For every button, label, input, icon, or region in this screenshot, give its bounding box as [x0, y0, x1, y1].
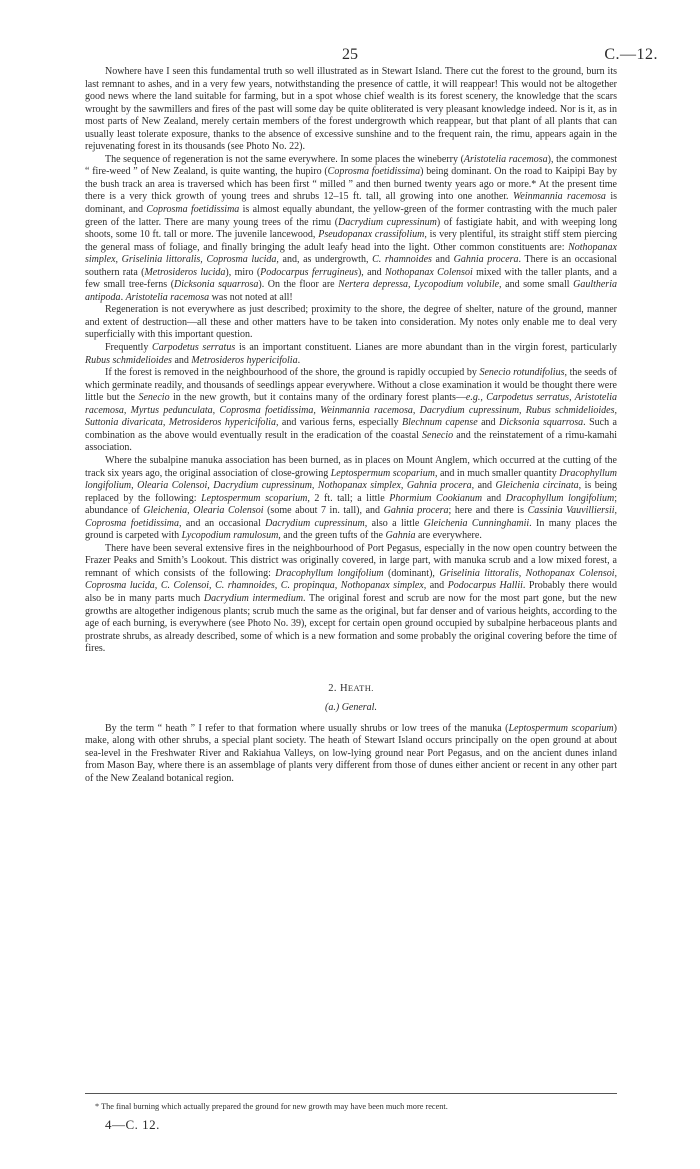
footnote-rule: [85, 1093, 617, 1094]
paragraph-subalpine-manuka: Where the subalpine manuka association has been burned, as in places on Mount Anglem, which occurred at the cutting of the track six years ago, the original association of close-growing Leptospermum scoparium, and in much smaller quantity Dracophyllum longifolium, Olearia Colensoi, Dacrydium cupressinum, Nothopanax simplex, Gahnia procera, and Gleichenia circinata, is being replaced by the following: Leptospermum scoparium, 2 ft. tall; a little Phormium Cookianum and Dracophyllum longifolium; abundance of Gleichenia, Olearia Colensoi (some about 7 in. tall), and Gahnia procera; here and there is Cassinia Vauvilliersii, Coprosma foetidissima, and an occasional Dacrydium cupressinum, also a little Gleichenia Cunninghamii. In many places the ground is carpeted with Lycopodium ramulosum, and the green tufts of the Gahnia are everywhere.: [85, 454, 618, 542]
section-number: 2.: [328, 682, 337, 694]
paragraph-heath-definition: By the term “ heath ” I refer to that formation where usually shrubs or low trees of the manuka (Leptospermum scoparium) make, along with other shrubs, a special plant society. The heath of Stewart Island occurs principally on the open ground at about sea-level in the Freshwater River and Rakiahua Valleys, on low-lying ground near Port Pegasus, and on the ancient dunes inland from Mason Bay, where there is an assemblage of plants very different from those of dunes either ancient or recent in any other part of the New Zealand botanical region.: [85, 722, 617, 784]
paragraph-carpodetus: Frequently Carpodetus serratus is an important constituent. Lianes are more abundant than in the virgin forest, particularly Rubus schmidelioides and Metrosideros hypericifolia.: [85, 342, 617, 366]
paragraph-shore-forest-removed: If the forest is removed in the neighbourhood of the shore, the ground is rapidly occupied by Senecio rotundifolius, the seeds of which germinate readily, and thousands of seedlings appear everywhere. Without a close examination it would be thought there were little but the Senecio in the new growth, but it contains many of the ordinary forest plants—e.g., Carpodetus serratus, Aristotelia racemosa, Myrtus pedunculata, Coprosma foetidissima, Weinmannia racemosa, Dacrydium cupressinum, Rubus schmidelioides, Suttonia divaricata, Metrosideros hypericifolia, and various ferns, especially Blechnum capense and Dicksonia squarrosa. Such a combination as the above would eventually result in the eradication of the coastal Senecio and the reinstatement of a rimu-kamahi association.: [85, 367, 618, 454]
paragraph-port-pegasus-fires: There have been several extensive fires in the neighbourhood of Port Pegasus, especially in the now open country between the Frazer Peaks and Smith’s Lookout. This district was originally covered, in large part, with manuka scrub and a low mixed forest, a remnant of which consists of the following: Dracophyllum longifolium (dominant), Griselinia littoralis, Nothopanax Colensoi, Coprosma lucida, C. Colensoi, C. rhamnoides, C. propinqua, Nothopanax simplex, and Podocarpus Hallii. Probably there would also be in many parts much Dacrydium intermedium. The original forest and scrub are now for the most part gone, but the new growths are altogether indigenous plants; scrub much the same as the original, but far denser and of various heights, according to the age of each burning, is everywhere (see Photo No. 39), except for certain open ground occupied by subalpine herbaceous plants and prostrate shrubs, as already described, some of which is a new formation and some probably the original covering before the time of fires.: [85, 542, 618, 655]
section-subheading: (a.) General.: [325, 701, 377, 713]
paragraph-regeneration-truth: Nowhere have I seen this fundamental truth so well illustrated as in Stewart Island. There cut the forest to the ground, burn its last remnant to ashes, and in a very few years, notwithstanding the presence of cattle, it will reappear! This would not be altogether good news where the land suitable for farming, but in a spot whose chief wealth is its forest scenery, the knowledge that the scars wrought by the sawmillers and fires of the past will some day be quite obliterated is very pleasant knowledge indeed. Nor is it, as in most parts of New Zealand, merely certain members of the forest undergrowth which reappear, but that plant of all plants that can usually least tolerate exposure, thanks to the absence of excessive sunshine and to the frequent rain, the rimu, appears again in the rejuvenating forest in its thousands (see Photo No. 22).: [85, 66, 617, 153]
signature-mark: 4—C. 12.: [105, 1117, 160, 1132]
section-heading-block: [85, 680, 617, 715]
section-title-rest: EATH.: [347, 682, 374, 693]
section-heading: [85, 680, 617, 697]
footnote: * The final burning which actually prepared the ground for new growth may have been much more recent.: [95, 1102, 448, 1111]
document-reference: C.—12.: [604, 46, 658, 63]
body-text: [85, 66, 617, 785]
paragraph-regeneration-varies: Regeneration is not everywhere as just described; proximity to the shore, the degree of shelter, nature of the ground, manner and extent of destruction—all these and other matters have to be taken into consideration. My notes only enable me to deal very superficially with this important question.: [85, 304, 617, 341]
page-number: 25: [342, 46, 358, 63]
paragraph-sequence-of-regeneration: The sequence of regeneration is not the same everywhere. In some places the wineberry (Aristotelia racemosa), the commonest “ fire-weed ” of New Zealand, is quite wanting, the hupiro (Coprosma foetidissima) being dominant. On the road to Kaipipi Bay by the bush track an area is traversed which has been first “ milled ” and then burned twenty years ago or more.* At the present time there is a very thick growth of young trees and shrubs 12–15 ft. tall, all growing into one another. Weinmannia racemosa is dominant, and Coprosma foetidissima is almost equally abundant, the yellow-green of the former contrasting with the much paler green of the latter. There are many young trees of the rimu (Dacrydium cupressinum) of fastigiate habit, and with weeping long shoots, some 10 ft. tall or more. The juvenile lancewood, Pseudopanax crassifolium, is very plentiful, its straight stiff stem piercing the general mass of foliage, and finally bringing the adult leafy head into the light. Other common constituents are: Nothopanax simplex, Griselinia littoralis, Coprosma lucida, and, as undergrowth, C. rhamnoides and Gahnia procera. There is an occasional southern rata (Metrosideros lucida), miro (Podocarpus ferrugineus), and Nothopanax Colensoi mixed with the taller plants, and a few small tree-ferns (Dicksonia squarrosa). On the floor are Nertera depressa, Lycopodium volubile, and some small Gaultheria antipoda. Aristotelia racemosa was not noted at all!: [85, 153, 618, 303]
section-title-initial: H: [339, 682, 348, 694]
